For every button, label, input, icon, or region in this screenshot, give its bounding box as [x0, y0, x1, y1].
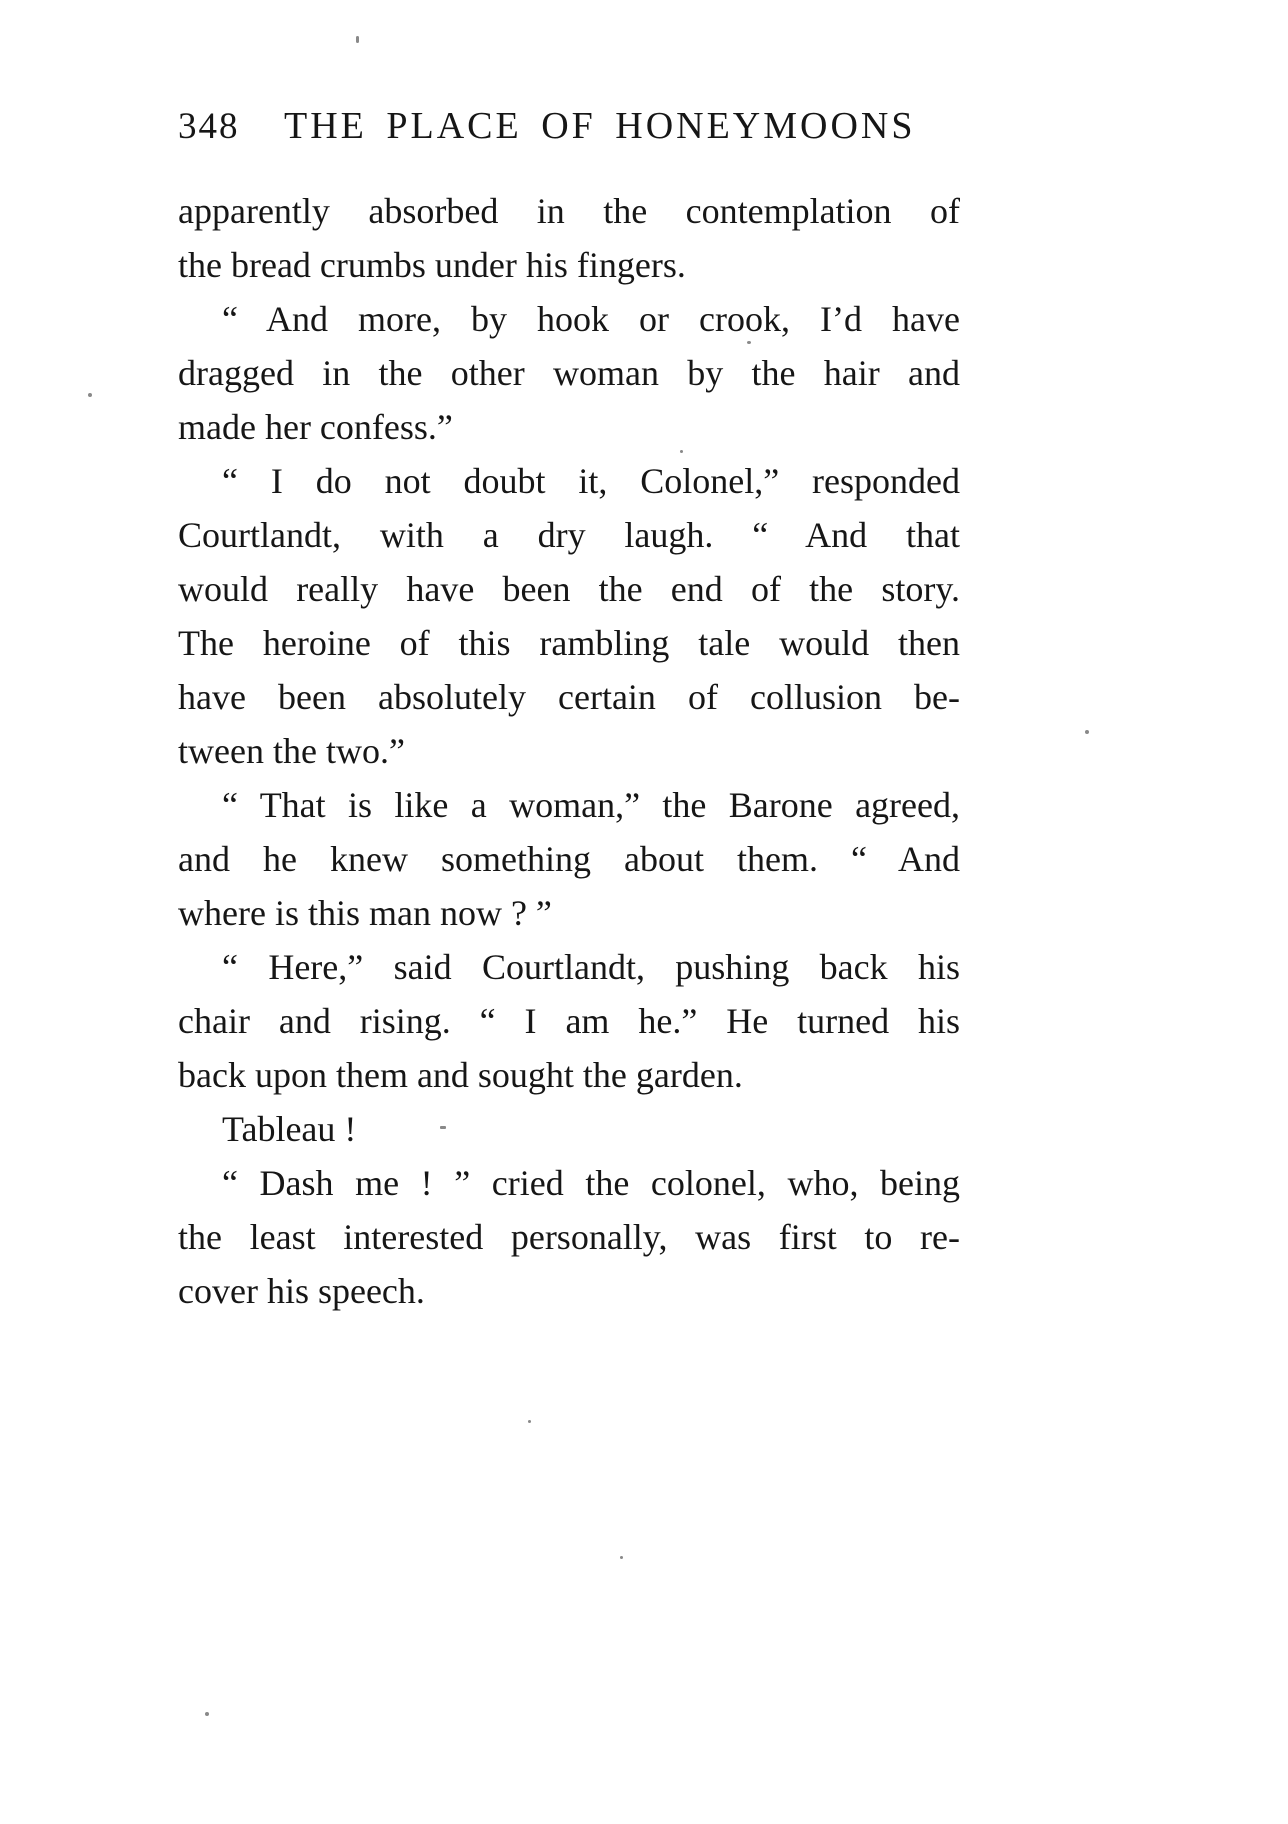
- text-line: where is this man now ? ”: [178, 893, 552, 933]
- text-line: have been absolutely certain of collusion be-: [178, 677, 960, 717]
- text-line: Courtlandt, with a dry laugh. “ And that: [178, 515, 960, 555]
- scan-speck: [747, 341, 751, 344]
- text-line: Tableau !: [222, 1109, 357, 1149]
- page-body: [178, 184, 960, 1318]
- text-line: “ Dash me ! ” cried the colonel, who, being: [222, 1163, 960, 1203]
- page-header: [178, 104, 960, 148]
- scan-speck: [88, 393, 92, 397]
- scan-speck: [440, 1126, 446, 1129]
- text-line: “ Here,” said Courtlandt, pushing back his: [222, 947, 960, 987]
- text-line: “ And more, by hook or crook, I’d have: [222, 299, 960, 339]
- scan-speck: [356, 36, 359, 43]
- text-line: the bread crumbs under his fingers.: [178, 245, 686, 285]
- text-line: and he knew something about them. “ And: [178, 839, 960, 879]
- text-line: “ That is like a woman,” the Barone agreed,: [222, 785, 960, 825]
- text-line: The heroine of this rambling tale would then: [178, 623, 960, 663]
- text-line: made her confess.”: [178, 407, 453, 447]
- text-line: “ I do not doubt it, Colonel,” responded: [222, 461, 960, 501]
- text-line: would really have been the end of the story.: [178, 569, 960, 609]
- text-line: tween the two.”: [178, 731, 405, 771]
- text-line: the least interested personally, was first to re-: [178, 1217, 960, 1257]
- scan-speck: [1085, 730, 1089, 734]
- text-line: back upon them and sought the garden.: [178, 1055, 743, 1095]
- text-line: cover his speech.: [178, 1271, 425, 1311]
- text-line: chair and rising. “ I am he.” He turned his: [178, 1001, 960, 1041]
- scan-speck: [620, 1556, 623, 1559]
- text-line: dragged in the other woman by the hair and: [178, 353, 960, 393]
- page-number: 348: [178, 106, 240, 147]
- scan-speck: [528, 1420, 531, 1423]
- text-line: apparently absorbed in the contemplation of: [178, 191, 960, 231]
- scan-speck: [205, 1712, 209, 1716]
- scan-speck: [680, 450, 683, 453]
- running-title: THE PLACE OF HONEYMOONS: [283, 105, 916, 147]
